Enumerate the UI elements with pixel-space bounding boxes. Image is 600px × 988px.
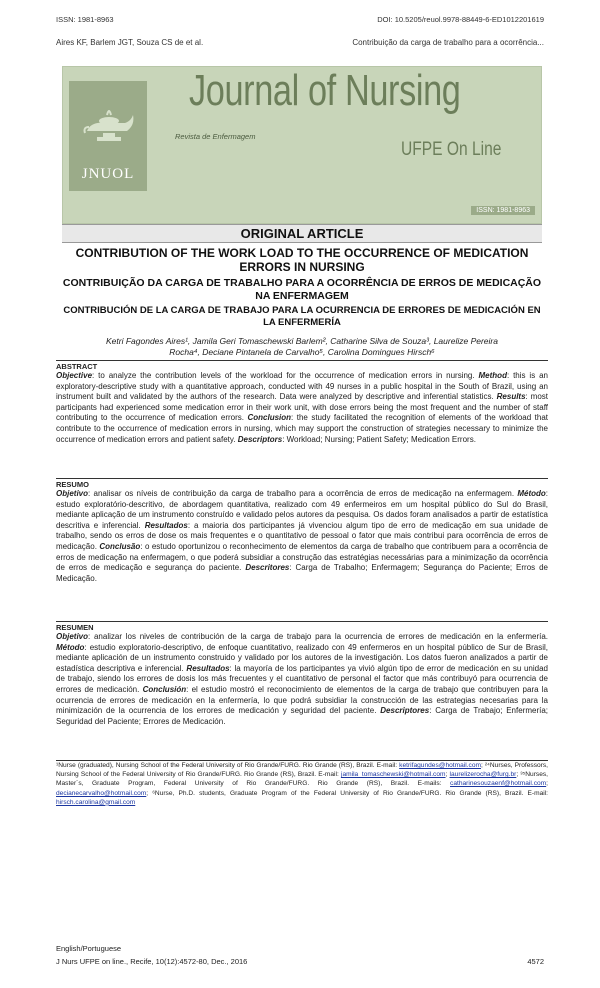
resumo-heading: RESUMO <box>56 480 89 489</box>
resumo-conclusion-label: Conclusão <box>99 541 141 551</box>
authors-line-1: Ketri Fagondes Aires¹, Jamila Geri Tomaschewski Barlem², Catharine Silva de Souza³, Laurelize Pereira <box>106 336 498 346</box>
email-link-1[interactable]: ketrifagundes@hotmail.com <box>399 762 481 769</box>
authors-line-2: Rocha⁴, Deciane Pintanela de Carvalho⁵, Carolina Domingues Hirsch⁶ <box>169 347 435 357</box>
email-link-4[interactable]: catharinesouzaenf@hotmail.com <box>450 780 547 788</box>
running-title: Contribuição da carga de trabalho para a ocorrência... <box>352 38 544 47</box>
title-portuguese: CONTRIBUIÇÃO DA CARGA DE TRABALHO PARA A OCORRÊNCIA DE ERROS DE MEDICAÇÃO NA ENFERMAGEM <box>62 277 542 302</box>
resumen-section <box>56 621 548 727</box>
article-type: ORIGINAL ARTICLE <box>62 224 542 243</box>
journal-logo <box>69 81 147 191</box>
resumo-descriptors: : Carga de Trabalho; Enfermagem; Segurança do Paciente; Erros de Medicação. <box>56 563 549 583</box>
resumo-results: : a maioria dos participantes já vivenciou algum tipo de erro de medicação em sua unidade de trabalho, sendo os erros de dose os mais frequentes e o quantitativo de pessoal o fator que mais contribui para ocorrência de erros de medicação. <box>56 520 548 551</box>
abstract-objective-label: Objective <box>56 371 93 380</box>
resumen-method-label: Método <box>56 642 85 652</box>
footnote-text-1: ¹Nurse (graduated), Nursing School of the Federal University of Rio Grande/FURG. Rio Grande (RS), Brazil. E-mail: <box>56 762 400 769</box>
resumo-body <box>56 489 548 584</box>
footnote-text-4: ; ³⁵Nurses, Master´s, Graduate Program, Federal University of Rio Grande/FURG. Rio Grande (RS), Brazil. E-mails: <box>56 771 548 788</box>
abstract-objective: : to analyze the contribution levels of the workload for the occurrence of medication errors in nursing. <box>92 371 479 380</box>
resumo-descriptors-label: Descritores <box>245 563 290 573</box>
journal-subtitle: Revista de Enfermagem <box>175 132 256 141</box>
abstract-results: : most participants had experienced some medication error in their work unit, with dose errors being the most frequent and the number of staff contributing to the occurrence of medication errors. <box>56 392 548 423</box>
resumen-conclusion-label: Conclusión <box>142 684 187 694</box>
resumen-objective-label: Objetivo <box>56 632 89 641</box>
resumo-method-label: Método <box>517 489 546 498</box>
abstract-results-label: Results <box>496 392 526 402</box>
journal-title: Journal of Nursing <box>189 66 461 115</box>
footnote-text-2: ; ²⁴Nurses, Professors, Nursing School of the Federal University of Rio Grande/FURG. Rio Grande (RS), Brazil. E-mail: <box>56 762 549 779</box>
email-link-6[interactable]: hirsch.carolina@gmail.com <box>56 798 136 806</box>
page-number: 4572 <box>527 957 544 966</box>
running-authors: Aires KF, Barlem JGT, Souza CS de et al. <box>56 38 204 47</box>
abstract-descriptors-label: Descriptors <box>237 434 283 444</box>
logo-text: JNUOL <box>81 166 135 182</box>
resumo-objective: : analisar os níveis de contribuição da carga de trabalho para a ocorrência de erros de medicação na enfermagem. <box>88 489 518 498</box>
email-link-5[interactable]: decianecarvalho@hotmail.com <box>56 789 147 797</box>
resumo-results-label: Resultados <box>144 520 188 530</box>
abstract-conclusion-label: Conclusion <box>247 413 292 423</box>
doi-header: DOI: 10.5205/reuol.9978-88449-6-ED1012201619 <box>377 15 544 24</box>
resumo-objective-label: Objetivo <box>56 489 89 498</box>
resumen-descriptors: : Carga de Trabajo; Enfermería; Seguridad del Paciente; Errores de Medicación. <box>56 706 549 726</box>
citation: J Nurs UFPE on line., Recife, 10(12):4572-80, Dec., 2016 <box>56 957 248 966</box>
footnote-text-6: ; ⁶Nurse, Ph.D. students, Graduate Program of the Federal University of Rio Grande/FURG. Rio Grande (RS), Brazil. E-mail: <box>146 789 548 797</box>
resumen-conclusion: : el estudio mostró el reconocimiento de elementos de la carga de trabajo que contribuyen para la ocurrencia de errores de medicación en la enfermería, lo que podrá subsidiar la construcción de las estrategias necesarias para la minimización de la ocurrencia de los errores de medicación y seguridad del paciente. <box>56 684 549 716</box>
abstract-body <box>56 371 548 445</box>
footnote-text-5: ; <box>546 780 548 788</box>
abstract-descriptors: : Workload; Nursing; Patient Safety; Medication Errors. <box>282 434 476 444</box>
resumo-conclusion: : o estudo oportunizou o reconhecimento de elementos da carga de trabalho que contribuem para a ocorrência de erros de medicação na enfermagem, o que poderá subsidiar a construção das estratégias necessárias para a minimização da ocorrência de erros de medicação e segurança do paciente. <box>56 541 548 573</box>
footnote-text-3: ; <box>445 771 450 779</box>
email-link-3[interactable]: laurelizerocha@furg.br <box>449 771 517 779</box>
journal-institution: UFPE On Line <box>401 139 502 160</box>
issn-badge: ISSN: 1981-8963 <box>471 206 535 215</box>
abstract-heading: ABSTRACT <box>56 362 98 371</box>
resumen-objective: : analizar los niveles de contribución de la carga de trabajo para la ocurrencia de errores de medicación en la enfermería. <box>88 632 548 641</box>
abstract-method: : this is an exploratory-descriptive study with a quantitative approach, conducted with 49 nurses in a public hospital in the South of Brazil, using an instrument built and validated by the authors of the research. Data were analyzed by descriptive and inferential statistics. <box>56 371 549 402</box>
author-footnote <box>56 760 548 807</box>
title-english: CONTRIBUTION OF THE WORK LOAD TO THE OCCURRENCE OF MEDICATION ERRORS IN NURSING <box>75 246 529 274</box>
email-link-2[interactable]: jamila_tomaschewski@hotmail.com <box>340 771 446 779</box>
title-spanish: CONTRIBUCIÓN DE LA CARGA DE TRABAJO PARA LA OCURRENCIA DE ERRORES DE MEDICACIÓN EN LA ENFERMERÍA <box>63 305 541 328</box>
language-note: English/Portuguese <box>56 944 122 953</box>
resumo-method: : estudo exploratório-descritivo, de abordagem quantitativa, realizado com 49 enfermeiros em um hospital público do Sul do Brasil, mediante aplicação de um instrumento construído e validado pelos autores da pesquisa. Os dados foram analisados a partir de estatística descritiva e inferencial. <box>56 489 548 530</box>
resumen-results: : la mayoría de los participantes ya vivió algún tipo de error de medicación en su unidad de trabajo, siendo los errores de dosis los más frecuentes y el cuantitativo de personal el factor que más contribuyó para ocurrencia de errores de medicación. <box>56 663 549 694</box>
resumen-results-label: Resultados <box>186 663 230 673</box>
lamp-icon <box>81 101 137 153</box>
abstract-method-label: Method <box>478 371 507 380</box>
resumen-descriptors-label: Descriptores <box>380 706 430 716</box>
resumo-section <box>56 478 548 584</box>
issn-header: ISSN: 1981-8963 <box>56 15 114 24</box>
resumen-method: : estudio exploratorio-descriptivo, de enfoque cuantitativo, realizado con 49 enfermeros en un hospital público de Sur de Brasil, mediante aplicación de un instrumento construido y validado por los autores de la investigación. Los datos fueron analizados a partir de estadística descriptiva e inferencial. <box>56 642 548 673</box>
resumen-body <box>56 632 548 727</box>
abstract-section <box>56 360 548 445</box>
journal-banner <box>62 66 542 224</box>
resumen-heading: RESUMEN <box>56 623 94 632</box>
abstract-conclusion: : the study facilitated the recognition of elements of the workload that contribute to the occurrence of medication errors in nursing, which may support the construction of strategies necessary to minimize the occurrence of medication errors and patient safety. <box>56 413 548 444</box>
author-list <box>62 336 542 358</box>
